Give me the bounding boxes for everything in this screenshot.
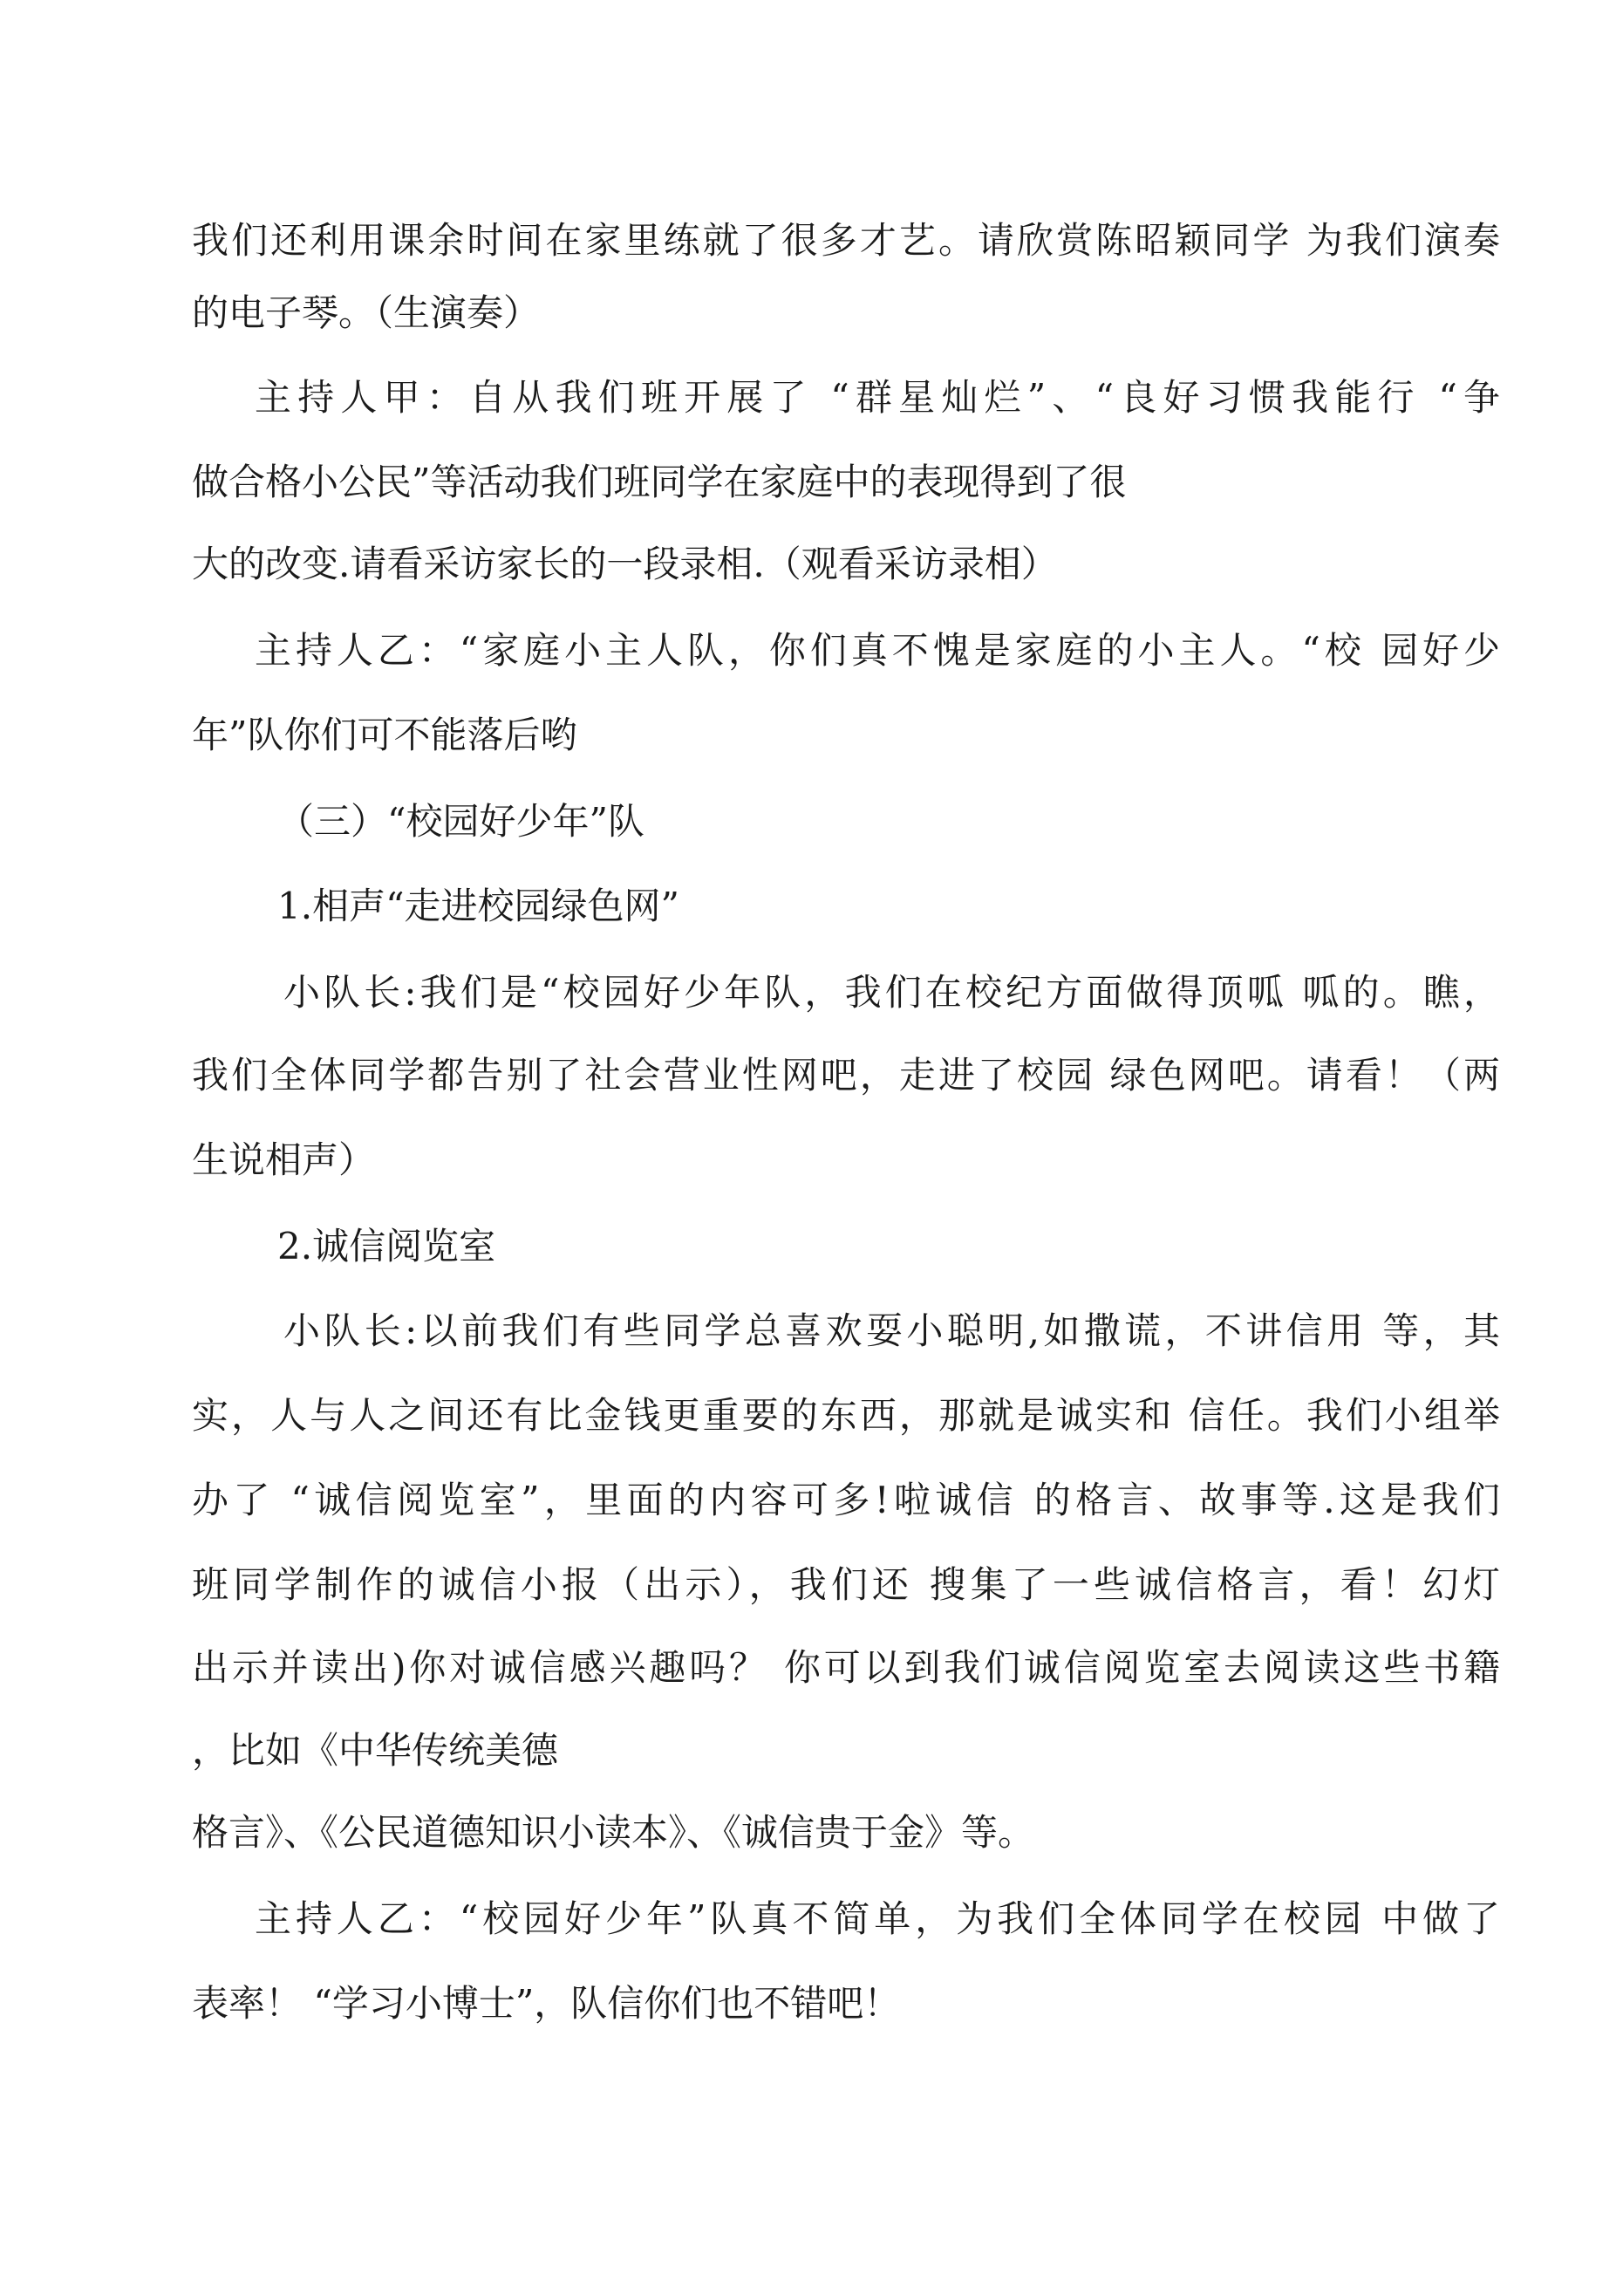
text-line: 小队长:以前我们有些同学总喜欢耍小聪明,如撒谎，不讲信用 等，其 [283, 1309, 1500, 1352]
text-line: 的电子琴。（生演奏） [192, 291, 541, 334]
text-line: 生说相声） [192, 1138, 376, 1181]
text-line: 我们全体同学都告别了社会营业性网吧，走进了校园 绿色网吧。请看！（两 [192, 1054, 1500, 1097]
text-line: 格言》、《公民道德知识小读本》、《诚信贵于金》等。 [192, 1811, 1035, 1854]
text-line: 主持人乙：“家庭小主人队，你们真不愧是家庭的小主人。“校 园好少 [255, 629, 1500, 672]
text-line: ，比如《中华传统美德 [192, 1729, 559, 1772]
subsection-heading: 1.相声“走进校园绿色网” [277, 885, 680, 927]
text-line: 办了 “诚信阅览室”，里面的内容可多!啦诚信 的格言、故事等.这是我们 [192, 1479, 1500, 1521]
text-line: 主持人乙：“校园好少年”队真不简单，为我们全体同学在校园 中做了 [255, 1897, 1500, 1940]
text-line: 表率！ “学习小博士”，队信你们也不错吧！ [192, 1982, 901, 2025]
text-line: 班同学制作的诚信小报（出示），我们还 搜集了一些诚信格言，看！幻灯 [192, 1563, 1500, 1606]
text-line: 做合格小公民”等活动我们班同学在家庭中的表现得到了很 [192, 461, 1127, 503]
text-line: 大的改变.请看采访家长的一段录相.（观看采访录相） [192, 543, 1058, 585]
section-heading: （三）“校园好少年”队 [277, 800, 644, 843]
text-line: 出示并读出)你对诚信感兴趣吗？ 你可以到我们诚信阅览室去阅读这些书籍 [192, 1646, 1500, 1689]
text-line: 实，人与人之间还有比金钱更重要的东西，那就是诚实和 信任。我们小组举 [192, 1394, 1500, 1437]
text-line: 年”队你们可不能落后哟 [192, 714, 577, 756]
text-line: 主持人甲：自从我们班开展了 “群星灿烂”、“良好习惯我能行 “争 [255, 376, 1500, 419]
text-line: 小队长:我们是“校园好少年队，我们在校纪方面做得顶呱 呱的。瞧， [283, 971, 1500, 1014]
subsection-heading: 2.诚信阅览室 [277, 1225, 496, 1268]
text-line: 我们还利用课余时间在家里练就了很多才艺。请欣赏陈昭颖同学 为我们演奏 [192, 219, 1500, 262]
